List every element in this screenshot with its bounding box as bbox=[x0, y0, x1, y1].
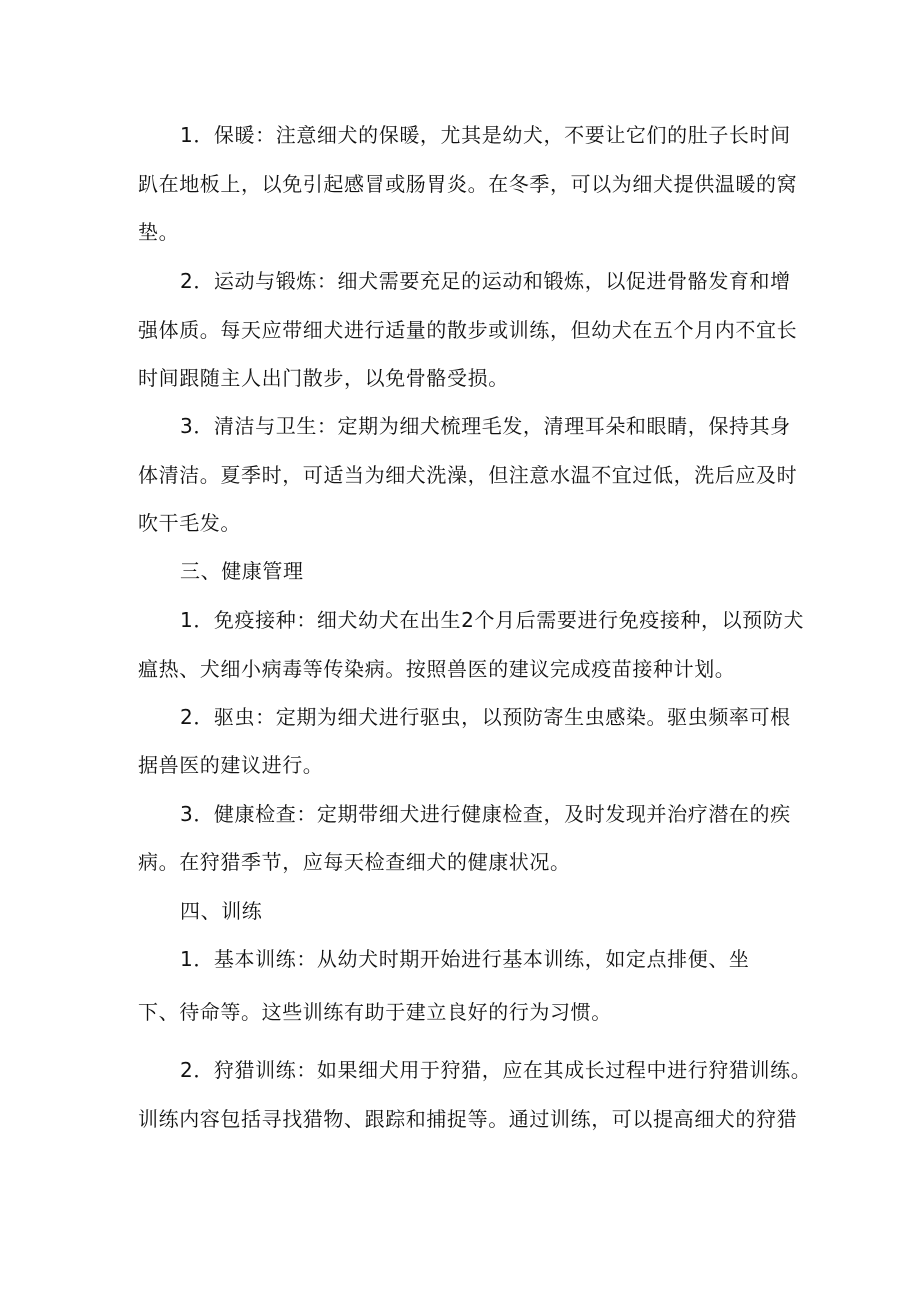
paragraph-exercise-line-3: 时间跟随主人出门散步，以免骨骼受损。 bbox=[138, 366, 509, 390]
section-heading-training: 四、训练 bbox=[180, 899, 263, 923]
paragraph-warmth-line-3: 垫。 bbox=[138, 220, 180, 244]
paragraph-basic-training-line-2: 下、待命等。这些训练有助于建立良好的行为习惯。 bbox=[138, 1000, 612, 1024]
paragraph-deworming-line-1: 2．驱虫：定期为细犬进行驱虫，以预防寄生虫感染。驱虫频率可根 bbox=[180, 705, 791, 729]
paragraph-warmth-line-1: 1．保暖：注意细犬的保暖，尤其是幼犬，不要让它们的肚子长时间 bbox=[180, 123, 791, 147]
paragraph-vaccination-line-2: 瘟热、犬细小病毒等传染病。按照兽医的建议完成疫苗接种计划。 bbox=[138, 657, 736, 681]
paragraph-exercise-line-2: 强体质。每天应带细犬进行适量的散步或训练，但幼犬在五个月内不宜长 bbox=[138, 318, 798, 342]
paragraph-checkup-line-1: 3．健康检查：定期带细犬进行健康检查，及时发现并治疗潜在的疾 bbox=[180, 802, 791, 826]
paragraph-warmth-line-2: 趴在地板上，以免引起感冒或肠胃炎。在冬季，可以为细犬提供温暖的窝 bbox=[138, 172, 798, 196]
paragraph-vaccination-line-1: 1．免疫接种：细犬幼犬在出生2个月后需要进行免疫接种，以预防犬 bbox=[180, 608, 805, 632]
paragraph-deworming-line-2: 据兽医的建议进行。 bbox=[138, 753, 324, 777]
paragraph-exercise-line-1: 2．运动与锻炼：细犬需要充足的运动和锻炼，以促进骨骼发育和增 bbox=[180, 269, 791, 293]
paragraph-hunting-training-line-1: 2．狩猎训练：如果细犬用于狩猎，应在其成长过程中进行狩猎训练。 bbox=[180, 1058, 812, 1082]
paragraph-checkup-line-2: 病。在狩猎季节，应每天检查细犬的健康状况。 bbox=[138, 850, 571, 874]
paragraph-basic-training-line-1: 1．基本训练：从幼犬时期开始进行基本训练，如定点排便、坐 bbox=[180, 947, 750, 971]
paragraph-hunting-training-line-2: 训练内容包括寻找猎物、跟踪和捕捉等。通过训练，可以提高细犬的狩猎 bbox=[138, 1107, 798, 1131]
paragraph-hygiene-line-2: 体清洁。夏季时，可适当为细犬洗澡，但注意水温不宜过低，洗后应及时 bbox=[138, 463, 798, 487]
paragraph-hygiene-line-1: 3．清洁与卫生：定期为细犬梳理毛发，清理耳朵和眼睛，保持其身 bbox=[180, 414, 791, 438]
section-heading-health: 三、健康管理 bbox=[180, 559, 304, 583]
paragraph-hygiene-line-3: 吹干毛发。 bbox=[138, 511, 241, 535]
